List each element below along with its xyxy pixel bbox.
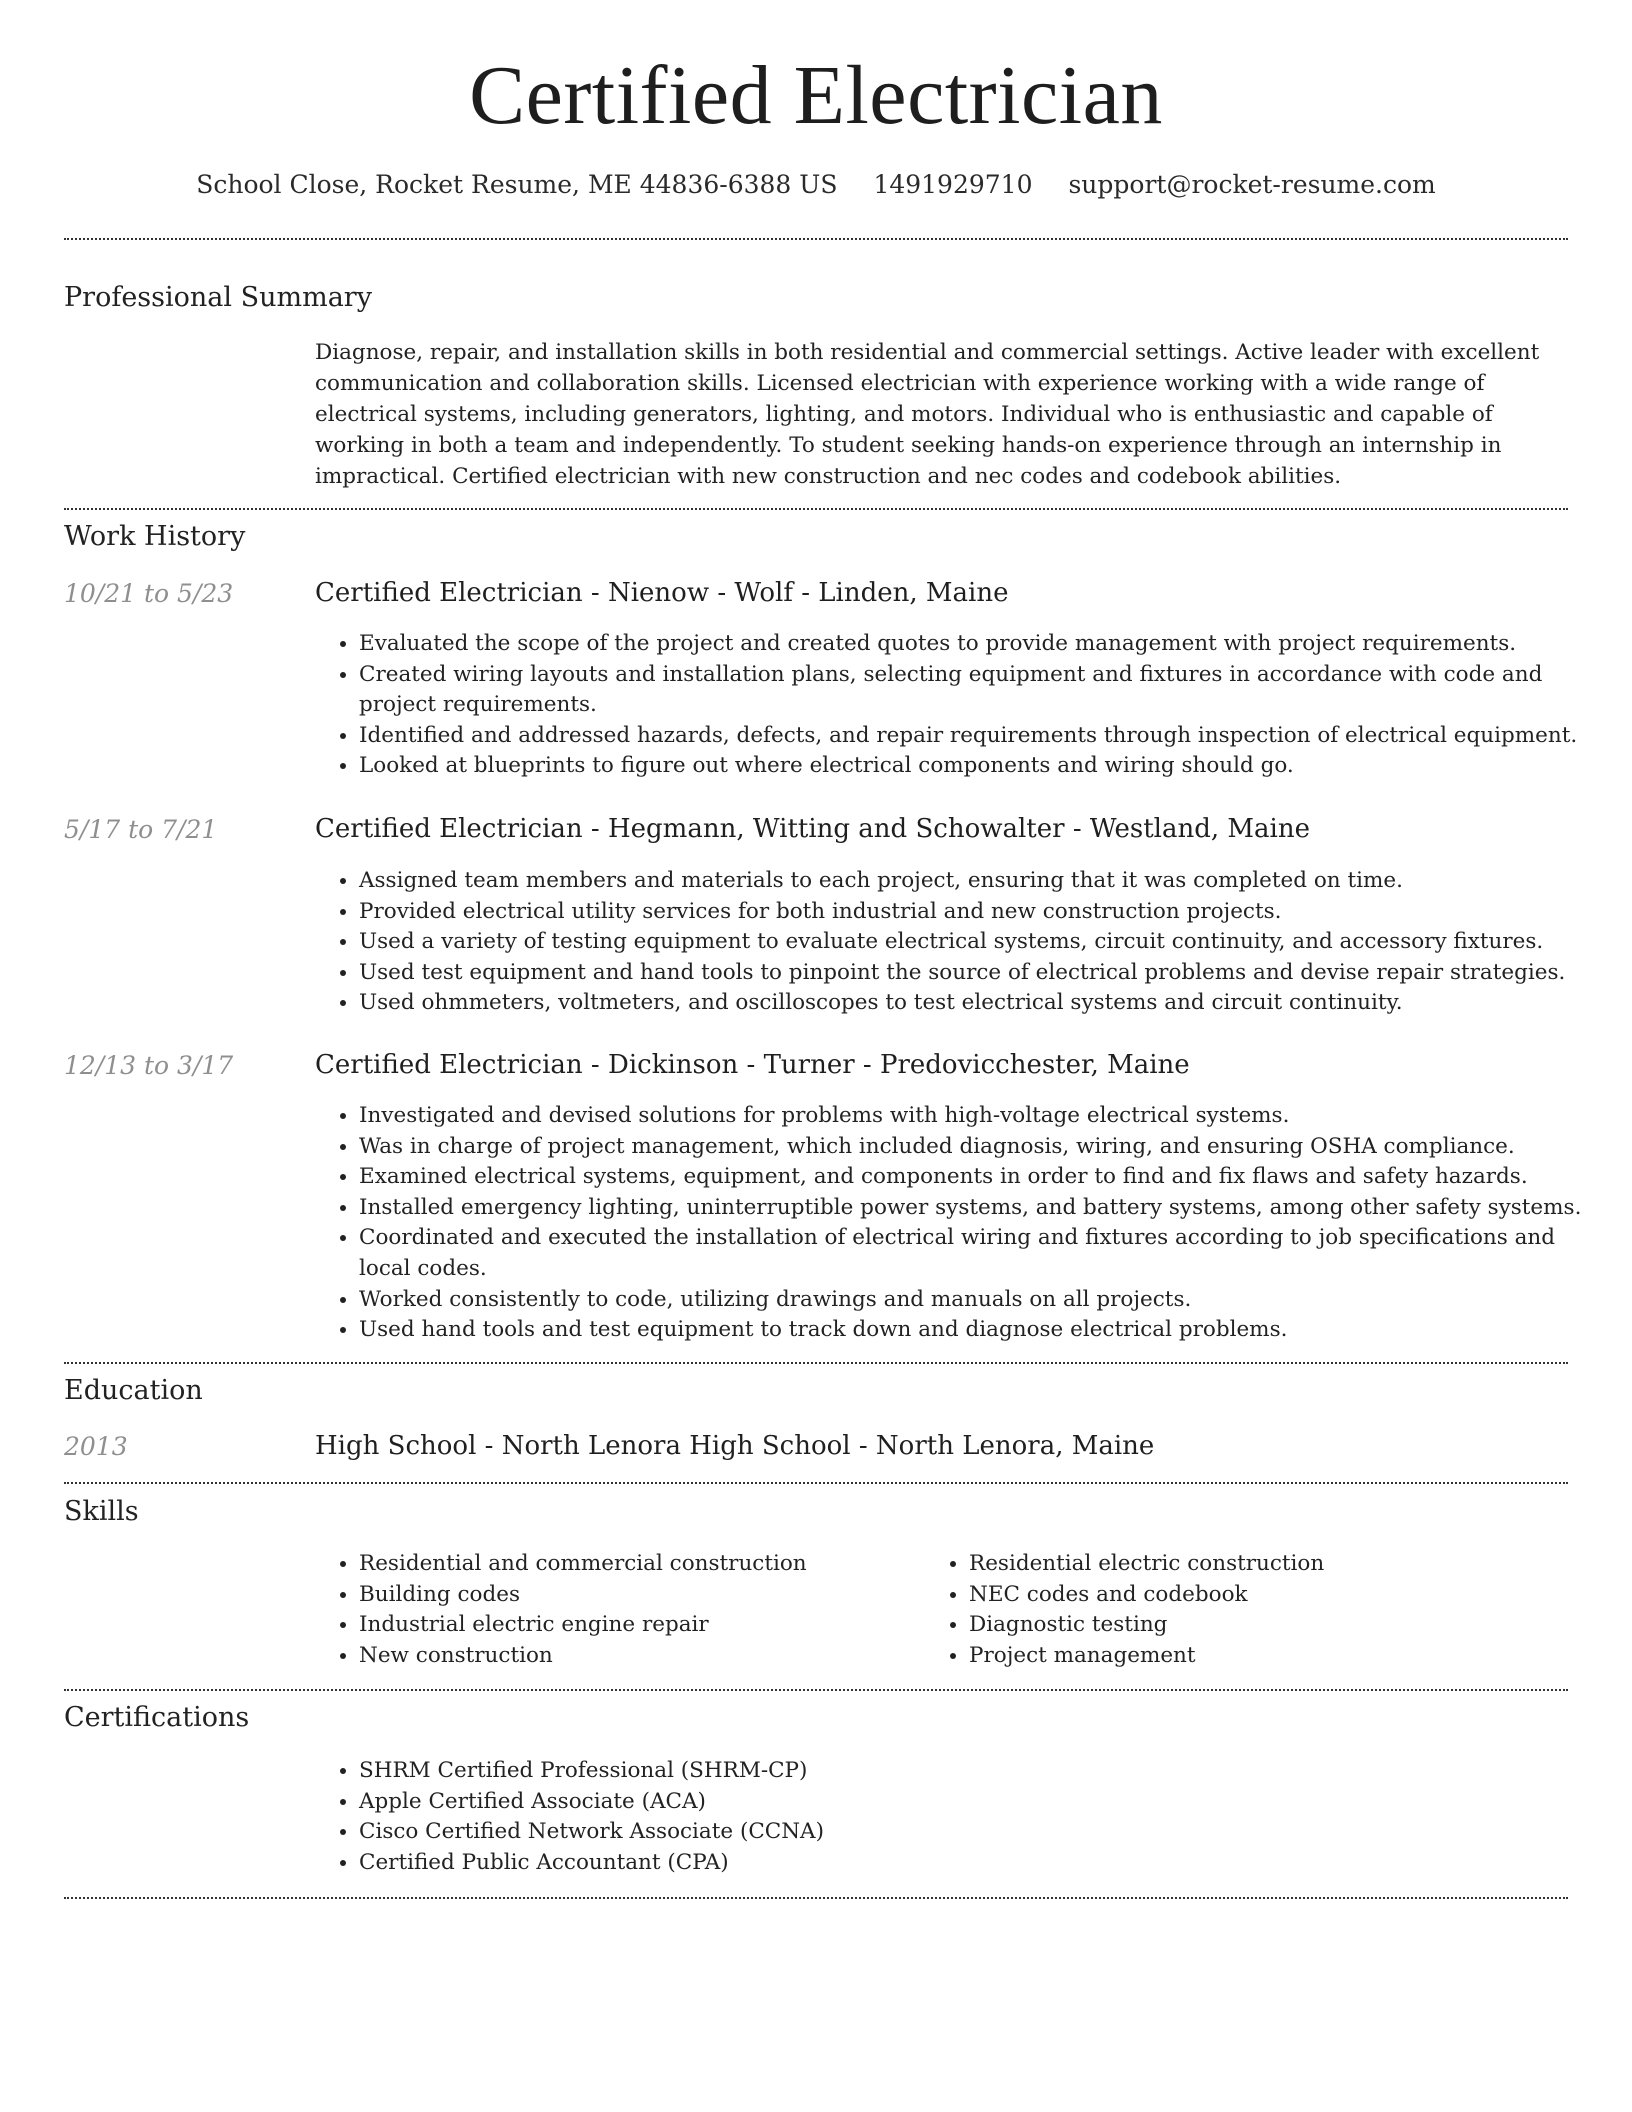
list-item: • Created wiring layouts and installation plans, selecting equipment and fixtures in accordance with code and project requirements. xyxy=(359,660,1599,721)
list-item: • Certified Public Accountant (CPA) xyxy=(359,1848,1599,1879)
education-year: 2013 xyxy=(64,1432,128,1461)
list-item: • Worked consistently to code, utilizing drawings and manuals on all projects. xyxy=(359,1285,1599,1316)
list-item: • Coordinated and executed the installation of electrical wiring and fixtures according to job specifications and local codes. xyxy=(359,1223,1599,1284)
list-item: • Used hand tools and test equipment to track down and diagnose electrical problems. xyxy=(359,1315,1599,1346)
list-item: • Building codes xyxy=(359,1580,919,1611)
list-item: • Identified and addressed hazards, defects, and repair requirements through inspection of electrical equipment. xyxy=(359,721,1599,752)
section-divider xyxy=(64,1689,1568,1691)
summary-text: Diagnose, repair, and installation skills in both residential and commercial settings. Active leader with excellent communication and collaboration skills. Licensed electrician with experience working with a wide range of electrical systems, including generators, lighting, and motors. Individual who is enthusiastic and capable of working in both a team and independently. To student seeking hands-on experience through an internship in impractical. Certified electrician with new construction and nec codes and codebook abilities. xyxy=(315,340,1540,489)
list-item: • Project management xyxy=(969,1641,1529,1672)
section-divider xyxy=(64,508,1568,510)
section-divider xyxy=(64,238,1568,240)
job-heading: Certified Electrician - Nienow - Wolf - Linden, Maine xyxy=(315,578,1009,608)
list-item: • Used test equipment and hand tools to pinpoint the source of electrical problems and devise repair strategies. xyxy=(359,958,1599,989)
contact-info xyxy=(0,170,1632,199)
list-item: • Apple Certified Associate (ACA) xyxy=(359,1787,1599,1818)
section-title-certifications: Certifications xyxy=(64,1702,250,1733)
phone: 1491929710 xyxy=(873,170,1033,199)
job-bullets xyxy=(315,866,1599,1019)
list-item: • Diagnostic testing xyxy=(969,1610,1529,1641)
section-divider xyxy=(64,1362,1568,1364)
candidate-name: Certified Electrician xyxy=(469,49,1163,142)
list-item: • Industrial electric engine repair xyxy=(359,1610,919,1641)
list-item: • Provided electrical utility services for both industrial and new construction projects. xyxy=(359,897,1599,928)
email: support@rocket-resume.com xyxy=(1068,170,1436,199)
job-dates: 12/13 to 3/17 xyxy=(64,1051,234,1080)
list-item: • Residential electric construction xyxy=(969,1549,1529,1580)
job-bullets xyxy=(315,1101,1599,1346)
section-title-work-history: Work History xyxy=(64,521,246,552)
list-item: • Investigated and devised solutions for problems with high-voltage electrical systems. xyxy=(359,1101,1599,1132)
certifications-list xyxy=(315,1756,1599,1878)
section-title-skills: Skills xyxy=(64,1496,139,1527)
section-title-summary: Professional Summary xyxy=(64,282,372,313)
list-item: • SHRM Certified Professional (SHRM-CP) xyxy=(359,1756,1599,1787)
section-divider xyxy=(64,1482,1568,1484)
section-title-education: Education xyxy=(64,1375,203,1406)
list-item: • Assigned team members and materials to each project, ensuring that it was completed on time. xyxy=(359,866,1599,897)
list-item: • Looked at blueprints to figure out where electrical components and wiring should go. xyxy=(359,751,1599,782)
address: School Close, Rocket Resume, ME 44836-6388 US xyxy=(196,170,838,199)
skills-list-right xyxy=(925,1549,1529,1671)
list-item: • Cisco Certified Network Associate (CCNA) xyxy=(359,1817,1599,1848)
list-item: • New construction xyxy=(359,1641,919,1672)
list-item: • Examined electrical systems, equipment, and components in order to find and fix flaws and safety hazards. xyxy=(359,1162,1599,1193)
job-bullets xyxy=(315,629,1599,782)
list-item: • Evaluated the scope of the project and created quotes to provide management with project requirements. xyxy=(359,629,1599,660)
list-item: • Used ohmmeters, voltmeters, and oscilloscopes to test electrical systems and circuit continuity. xyxy=(359,988,1599,1019)
job-heading: Certified Electrician - Hegmann, Witting and Schowalter - Westland, Maine xyxy=(315,814,1310,844)
skills-list-left xyxy=(315,1549,919,1671)
list-item: • Was in charge of project management, which included diagnosis, wiring, and ensuring OSHA compliance. xyxy=(359,1132,1599,1163)
section-divider xyxy=(64,1897,1568,1899)
education-heading: High School - North Lenora High School - North Lenora, Maine xyxy=(315,1431,1155,1461)
job-dates: 10/21 to 5/23 xyxy=(64,579,234,608)
list-item: • Used a variety of testing equipment to evaluate electrical systems, circuit continuity, and accessory fixtures. xyxy=(359,927,1599,958)
job-dates: 5/17 to 7/21 xyxy=(64,815,218,844)
list-item: • Installed emergency lighting, uninterruptible power systems, and battery systems, among other safety systems. xyxy=(359,1193,1599,1224)
job-heading: Certified Electrician - Dickinson - Turner - Predovicchester, Maine xyxy=(315,1050,1190,1080)
list-item: • NEC codes and codebook xyxy=(969,1580,1529,1611)
list-item: • Residential and commercial construction xyxy=(359,1549,919,1580)
